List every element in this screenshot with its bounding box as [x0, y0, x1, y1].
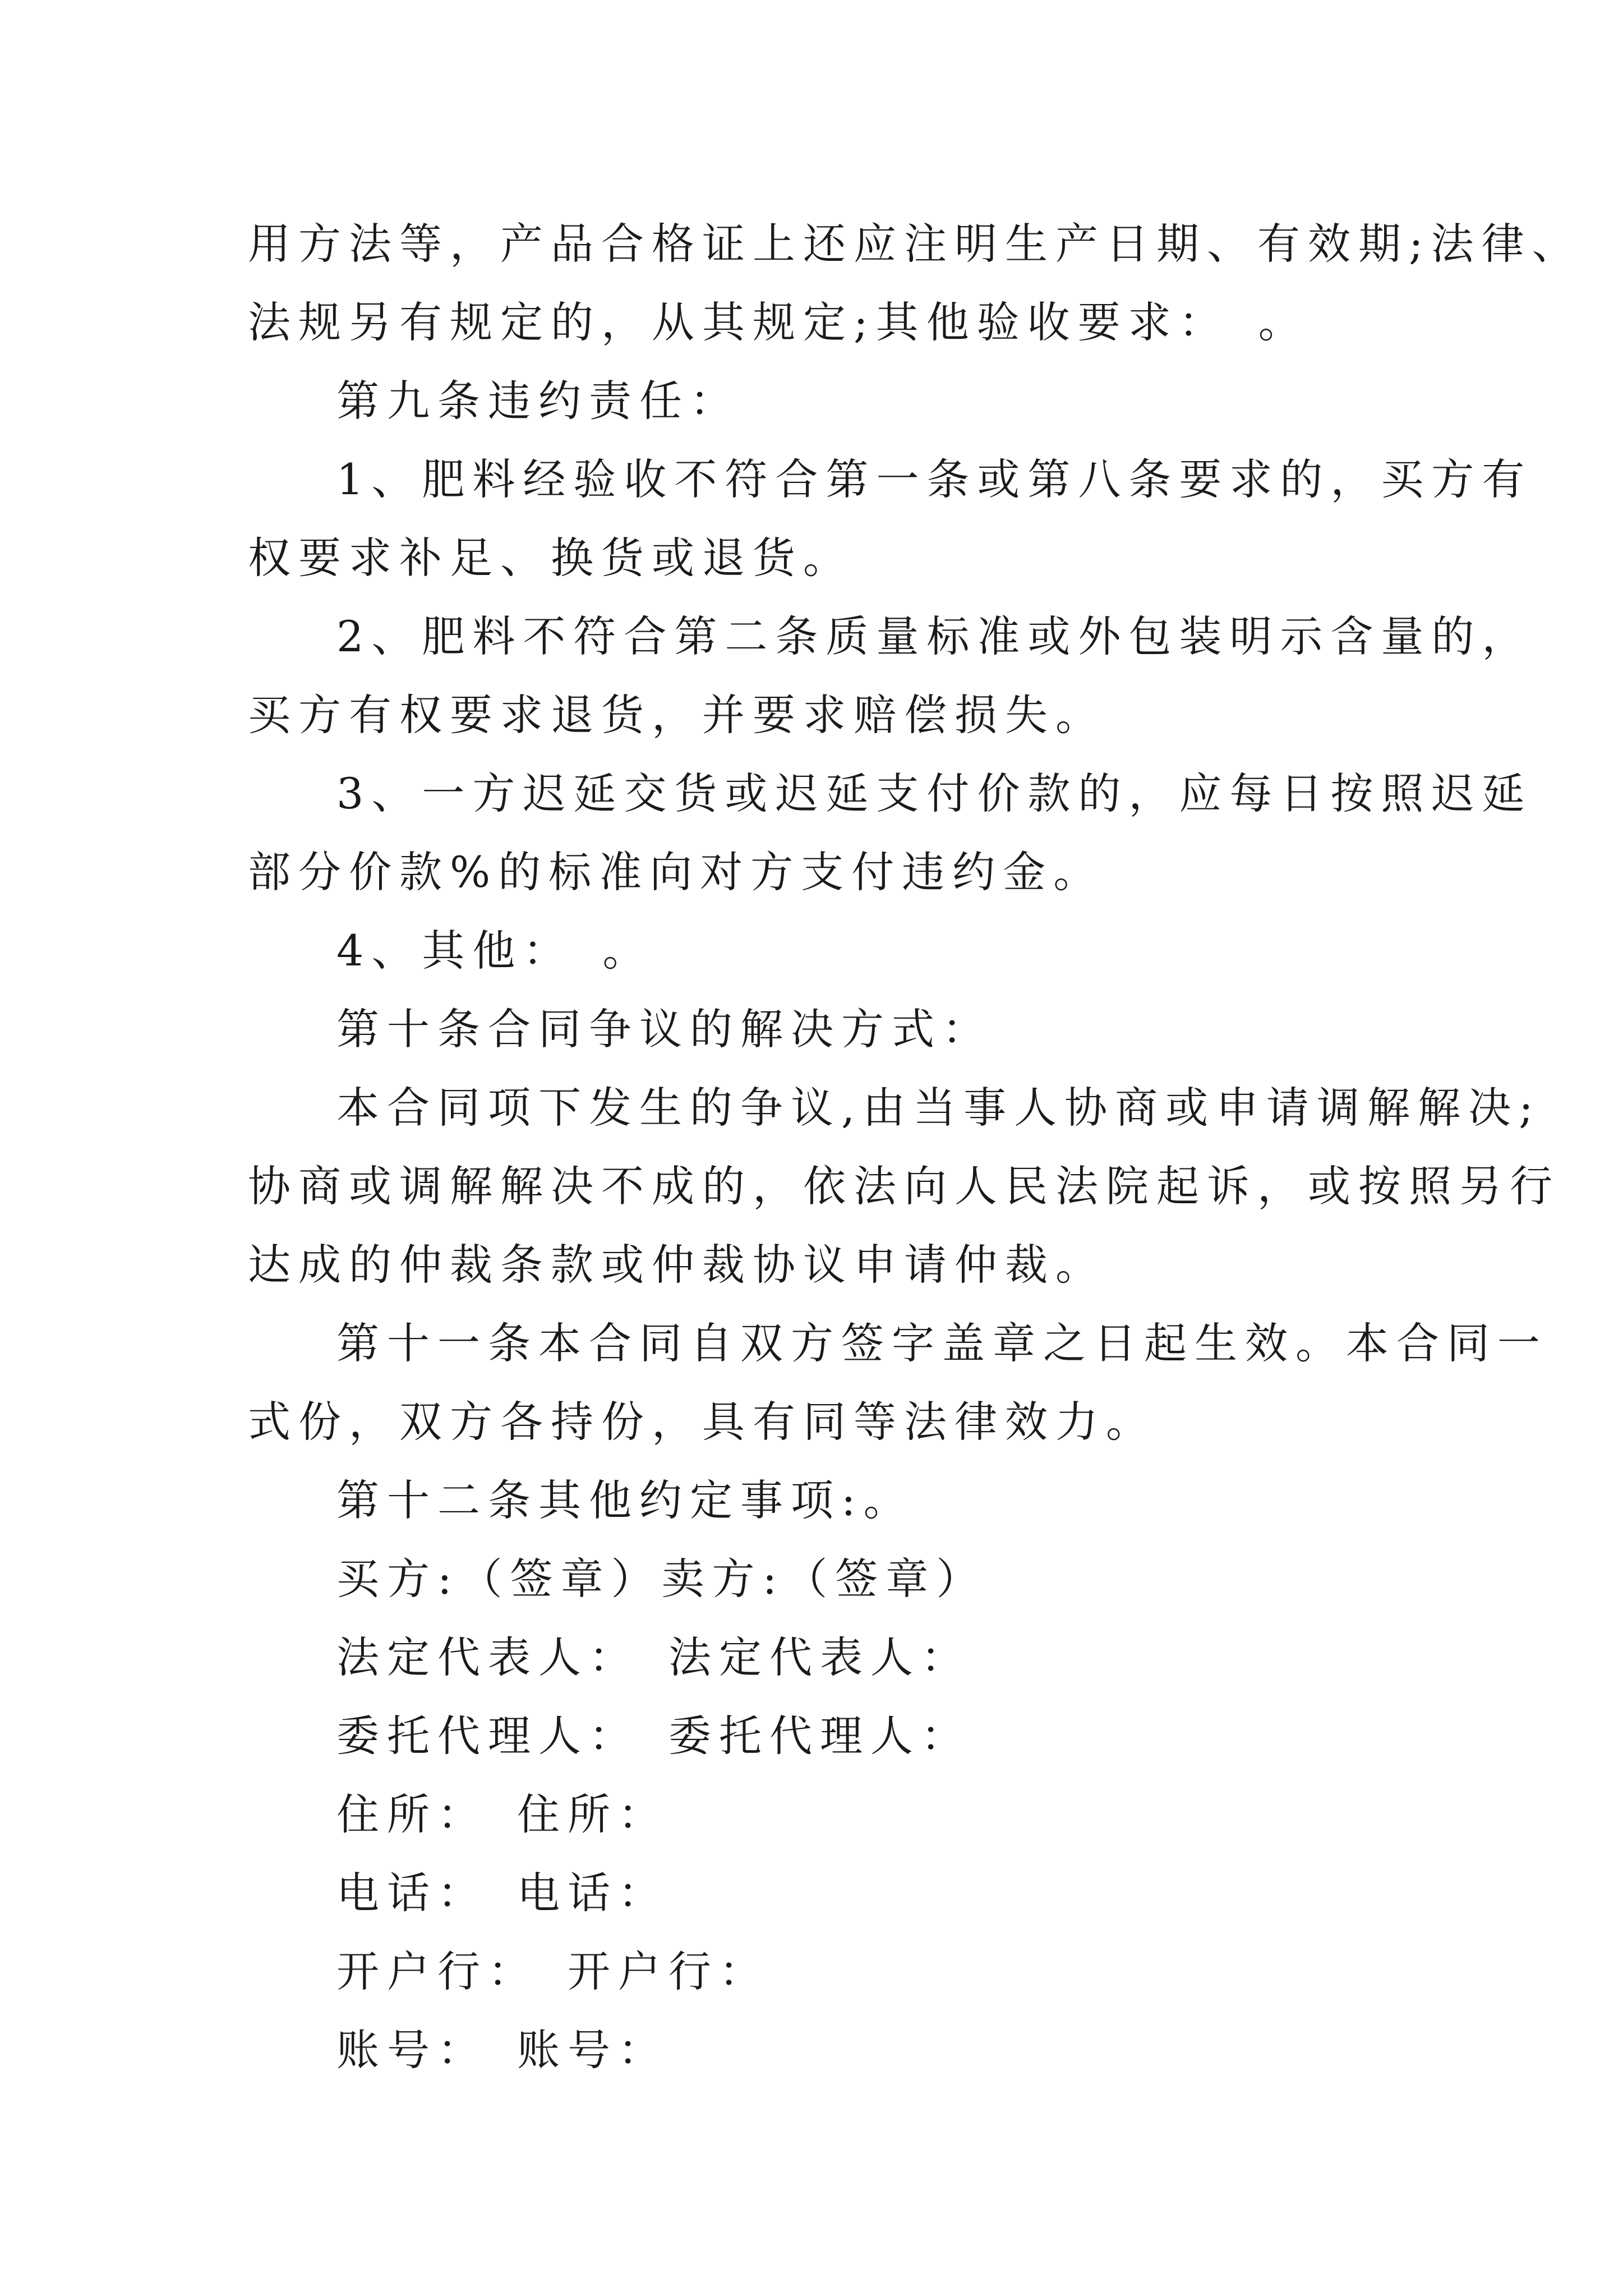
text-line: 2、肥料不符合第二条质量标准或外包装明示含量的，	[336, 611, 1533, 661]
text-line: 达成的仲裁条款或仲裁协议申请仲裁。	[248, 1240, 1106, 1290]
section-heading-other-matters: 第十二条其他约定事项:。	[336, 1475, 914, 1525]
signature-line-legal-rep: 法定代表人： 法定代表人：	[336, 1632, 971, 1682]
signature-line-phone: 电话： 电话：	[336, 1868, 668, 1918]
signature-line-account: 账号： 账号：	[336, 2025, 668, 2075]
text-line: 权要求补足、换货或退货。	[248, 533, 854, 583]
signature-line-address: 住所： 住所：	[336, 1789, 668, 1839]
text-line: 部分价款%的标准向对方支付违约金。	[248, 847, 1104, 897]
section-heading-breach-liability: 第九条违约责任：	[336, 376, 740, 426]
section-heading-dispute-resolution: 第十条合同争议的解决方式：	[336, 1004, 993, 1054]
text-line: 本合同项下发生的争议,由当事人协商或申请调解解决;	[336, 1083, 1541, 1133]
section-heading-effectiveness: 第十一条本合同自双方签字盖章之日起生效。本合同一	[336, 1318, 1548, 1368]
text-line: 1、肥料经验收不符合第一条或第八条要求的，买方有	[336, 454, 1533, 504]
text-line: 4、其他： 。	[336, 926, 653, 976]
signature-line-bank: 开户行： 开户行：	[336, 1947, 769, 1996]
text-line: 用方法等，产品合格证上还应注明生产日期、有效期;法律、	[248, 219, 1583, 269]
signature-line-agent: 委托代理人： 委托代理人：	[336, 1711, 971, 1761]
text-line: 式份，双方各持份，具有同等法律效力。	[248, 1397, 1156, 1447]
text-line: 协商或调解解决不成的，依法向人民法院起诉，或按照另行	[248, 1161, 1560, 1211]
text-line: 3、一方迟延交货或迟延支付价款的，应每日按照迟延	[336, 769, 1533, 818]
signature-line-parties: 买方:（签章）卖方:（签章）	[336, 1554, 987, 1604]
text-line: 法规另有规定的，从其规定;其他验收要求： 。	[248, 297, 1309, 347]
text-line: 买方有权要求退货，并要求赔偿损失。	[248, 690, 1106, 740]
